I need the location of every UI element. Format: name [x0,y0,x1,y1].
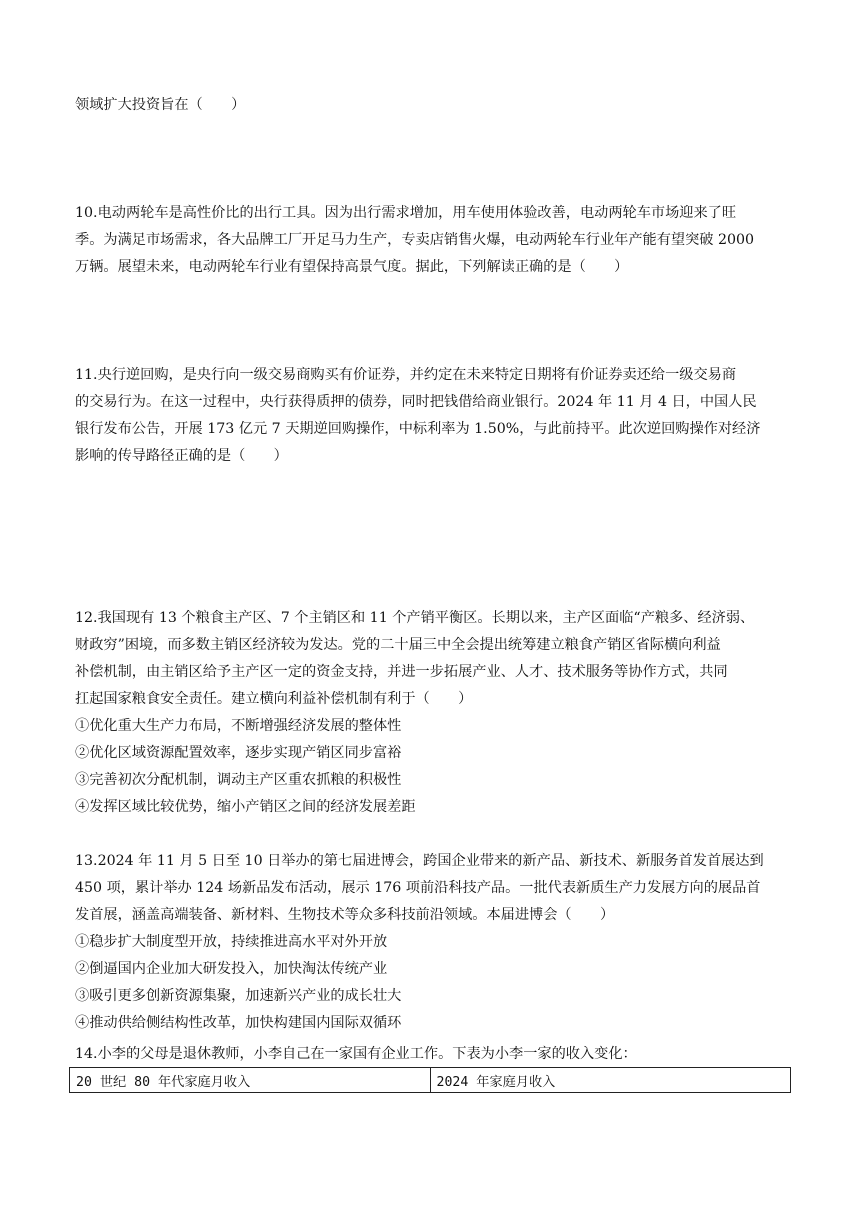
q12-option-3: ③完善初次分配机制，调动主产区重农抓粮的积极性 [75,772,402,788]
q13-stem-line-1: 13.2024 年 11 月 5 日至 10 日举办的第七届进博会，跨国企业带来的新产品、新技术、新服务首发首展达到 [75,853,764,869]
q13-option-4: ④推动供给侧结构性改革，加快构建国内国际双循环 [75,1015,402,1031]
q11-stem-line-2: 的交易行为。在这一过程中，央行获得质押的债券，同时把钱借给商业银行。2024 年 11 月 4 日，中国人民 [75,394,757,410]
table-header-2024: 2024 年家庭月收入 [430,1068,791,1093]
q12-stem-line-2: 财政穷”困境，而多数主销区经济较为发达。党的二十届三中全会提出统筹建立粮食产销区省际横向利益 [75,637,721,653]
table-header-1980s: 20 世纪 80 年代家庭月收入 [70,1068,431,1093]
q10-stem-line-2: 季。为满足市场需求，各大品牌工厂开足马力生产，专卖店销售火爆，电动两轮车行业年产能有望突破 2000 [75,232,755,248]
q9-stem: 领域扩大投资旨在（ ） [75,97,246,113]
q10-stem-line-3: 万辆。展望未来，电动两轮车行业有望保持高景气度。据此，下列解读正确的是（ ） [75,259,629,275]
q12-stem-line-3: 补偿机制，由主销区给予主产区一定的资金支持，并进一步拓展产业、人才、技术服务等协作方式，共同 [75,664,728,680]
q13-stem-line-2: 450 项，累计举办 124 场新品发布活动，展示 176 项前沿科技产品。一批代表新质生产力发展方向的展品首 [75,880,761,896]
q11-stem-line-3: 银行发布公告，开展 173 亿元 7 天期逆回购操作，中标利率为 1.50%，与此前持平。此次逆回购操作对经济 [75,421,761,437]
q11-stem-line-1: 11.央行逆回购，是央行向一级交易商购买有价证券，并约定在未来特定日期将有价证券卖还给一级交易商 [75,367,737,383]
q13-option-1: ①稳步扩大制度型开放，持续推进高水平对外开放 [75,934,388,950]
q13-stem-line-3: 发首展，涵盖高端装备、新材料、生物技术等众多科技前沿领域。本届进博会（ ） [75,907,615,923]
q12-stem-line-4: 扛起国家粮食安全责任。建立横向利益补偿机制有利于（ ） [75,691,473,707]
q12-option-2: ②优化区域资源配置效率，逐步实现产销区同步富裕 [75,745,402,761]
income-table [69,1067,791,1093]
q13-option-3: ③吸引更多创新资源集聚，加速新兴产业的成长壮大 [75,988,402,1004]
table-row [70,1068,791,1093]
q12-stem-line-1: 12.我国现有 13 个粮食主产区、7 个主销区和 11 个产销平衡区。长期以来，主产区面临“产粮多、经济弱、 [75,610,755,626]
q14-stem: 14.小李的父母是退休教师，小李自己在一家国有企业工作。下表为小李一家的收入变化： [75,1046,637,1062]
q12-option-4: ④发挥区域比较优势，缩小产销区之间的经济发展差距 [75,799,416,815]
q13-option-2: ②倒逼国内企业加大研发投入，加快淘汰传统产业 [75,961,388,977]
q10-stem-line-1: 10.电动两轮车是高性价比的出行工具。因为出行需求增加，用车使用体验改善，电动两轮车市场迎来了旺 [75,205,737,221]
q11-stem-line-4: 影响的传导路径正确的是（ ） [75,448,288,464]
q12-option-1: ①优化重大生产力布局，不断增强经济发展的整体性 [75,718,402,734]
